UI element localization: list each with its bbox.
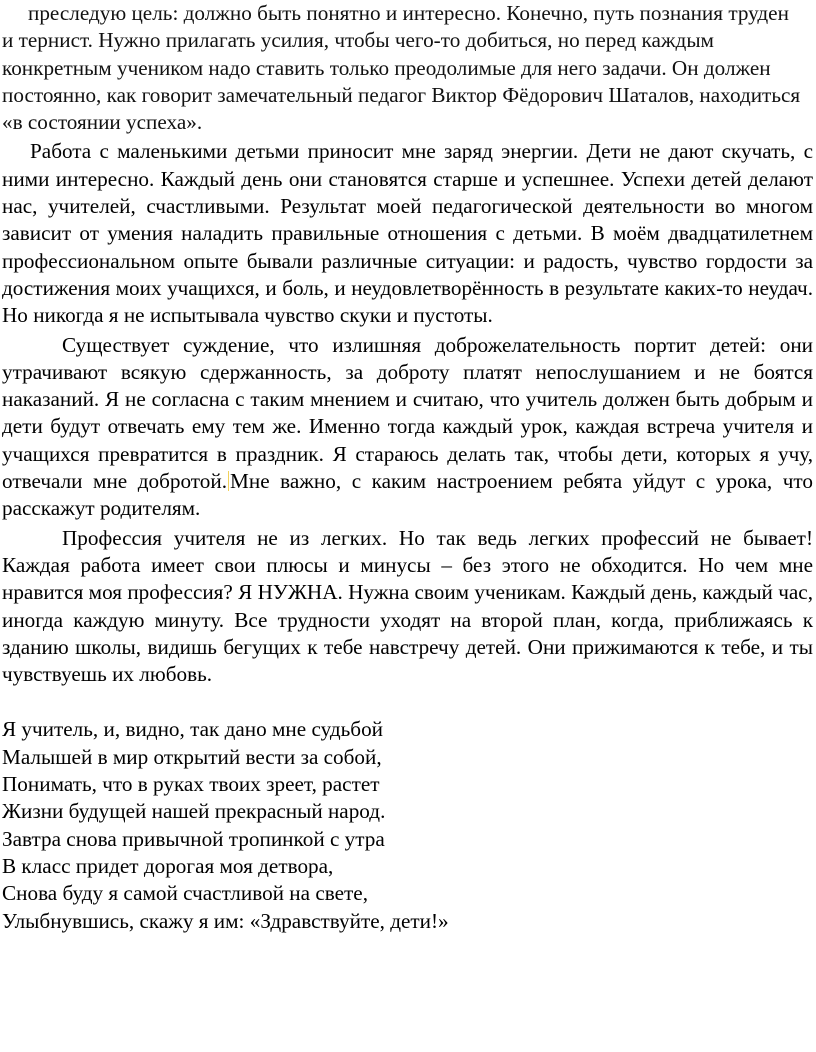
- poem-line: Понимать, что в руках твоих зреет, растет: [2, 772, 380, 797]
- poem-line: Я учитель, и, видно, так дано мне судьбой: [2, 717, 384, 742]
- poem-line: Завтра снова привычной тропинкой с утра: [2, 826, 385, 851]
- paragraph-kindness-text: Существует суждение, что излишняя доброжелательность портит детей: они утрачивают всякую сдержанность, за доброту платят непослушанием и не боятся наказаний. Я не согласна с таким мнением и считаю, что учитель должен быть добрым и дети будут отвечать ему тем же. Именно тогда каждый урок, каждая встреча учителя и учащихся превратится в праздник. Я стараюсь делать так, чтобы дети, которых я учу, отвечали мне добротой.: [2, 332, 813, 494]
- paragraph-profession: Профессия учителя не из легких. Но так ведь легких профессий не бывает! Каждая работа имеет свои плюсы и минусы – без этого не обходится. Но чем мне нравится моя профессия? Я НУЖНА. Нужна своим ученикам. Каждый день, каждый час, иногда каждую минуту. Все трудности уходят на второй план, когда, приближаясь к зданию школы, видишь бегущих к тебе навстречу детей. Они прижимаются к тебе, и ты чувствуешь их любовь.: [2, 525, 813, 687]
- poem-line: Снова буду я самой счастливой на свете,: [2, 881, 368, 906]
- poem-line: Жизни будущей нашей прекрасный народ.: [2, 799, 386, 824]
- poem: [0, 716, 816, 934]
- paragraph-children-energy: Работа с маленькими детьми приносит мне заряд энергии. Дети не дают скучать, с ними интересно. Каждый день они становятся старше и успешнее. Успехи детей делают нас, учителей, счастливыми. Результат моей педагогической деятельности во многом зависит от умения наладить правильные отношения с детьми. В моём двадцатилетнем профессиональном опыте бывали различные ситуации: и радость, чувство гордости за достижения моих учащихся, и боль, и неудовлетворённость в результате каких-то неудач. Но никогда я не испытывала чувство скуки и пустоты.: [2, 139, 813, 328]
- paragraph-kindness-text-end: Мне важно, с каким настроением ребята уйдут с урока, что расскажут родителям.: [2, 469, 813, 521]
- text-cursor-marker: [228, 471, 229, 491]
- poem-line: В класс придет дорогая моя детвора,: [2, 853, 334, 878]
- paragraph-kindness: [0, 332, 813, 523]
- poem-line: Улыбнувшись, скажу я им: «Здравствуйте, дети!»: [2, 908, 449, 933]
- poem-line: Малышей в мир открытий вести за собой,: [2, 744, 382, 769]
- intro-paragraph: преследую цель: должно быть понятно и интересно. Конечно, путь познания труден и тернист. Нужно прилагать усилия, чтобы чего-то добиться, но перед каждым конкретным учеником надо ставить только преодолимые для него задачи. Он должен постоянно, как говорит замечательный педагог Виктор Фёдорович Шаталов, находиться «в состоянии успеха».: [2, 1, 801, 135]
